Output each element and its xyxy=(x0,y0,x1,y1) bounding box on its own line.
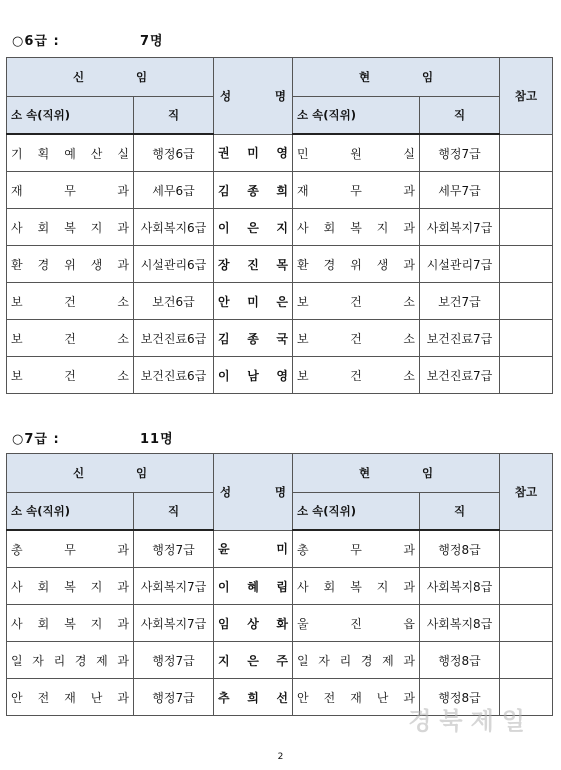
new-dept-cell-text: 안 전 재 난 과 xyxy=(11,690,129,705)
new-dept-cell xyxy=(7,246,134,283)
current-dept-cell xyxy=(293,357,420,394)
header-new-post-label: 신 임 xyxy=(72,70,148,84)
header-name xyxy=(214,454,293,531)
watermark-logo: 경북제일 xyxy=(408,707,533,735)
current-dept-cell xyxy=(293,283,420,320)
note-cell xyxy=(500,320,553,357)
table-row xyxy=(7,134,553,172)
note-cell xyxy=(500,246,553,283)
current-dept-cell-text: 재 무 과 xyxy=(297,183,415,198)
note-cell xyxy=(500,209,553,246)
new-rank-cell: 사회복지7급 xyxy=(134,568,214,605)
new-dept-cell xyxy=(7,568,134,605)
table-row xyxy=(7,246,553,283)
note-cell xyxy=(500,357,553,394)
name-cell xyxy=(214,357,293,394)
note-cell xyxy=(500,568,553,605)
current-rank-cell: 행정8급 xyxy=(420,679,500,716)
name-cell-text: 추 희 선 xyxy=(218,690,288,705)
new-dept-cell xyxy=(7,679,134,716)
section-count: 11명 xyxy=(140,432,174,447)
current-dept-cell-text: 일 자 리 경 제 과 xyxy=(297,653,415,668)
header-current-post xyxy=(293,58,500,97)
header-note: 참고 xyxy=(500,58,553,135)
name-cell xyxy=(214,320,293,357)
name-cell-text: 윤 미 xyxy=(218,542,288,557)
header-new-post xyxy=(7,454,214,493)
name-cell-text: 이 남 영 xyxy=(218,368,288,383)
new-rank-cell: 사회복지6급 xyxy=(134,209,214,246)
current-dept-cell xyxy=(293,605,420,642)
new-dept-cell-text: 보 건 소 xyxy=(11,331,129,346)
new-rank-cell: 시설관리6급 xyxy=(134,246,214,283)
table-row xyxy=(7,568,553,605)
name-cell xyxy=(214,605,293,642)
new-dept-cell xyxy=(7,357,134,394)
new-rank-cell: 행정6급 xyxy=(134,134,214,172)
name-cell xyxy=(214,679,293,716)
header-current-post-label: 현 임 xyxy=(358,466,434,480)
new-dept-cell xyxy=(7,320,134,357)
name-cell-text: 안 미 은 xyxy=(218,294,288,309)
table-row xyxy=(7,172,553,209)
header-current-post xyxy=(293,454,500,493)
section-title-grade7 xyxy=(12,428,174,447)
header-new-dept: 소 속(직위) xyxy=(7,493,134,531)
note-cell xyxy=(500,134,553,172)
new-rank-cell: 사회복지7급 xyxy=(134,605,214,642)
header-note: 참고 xyxy=(500,454,553,531)
table-row xyxy=(7,605,553,642)
new-dept-cell-text: 보 건 소 xyxy=(11,368,129,383)
section-title-text: ○6급 : xyxy=(12,34,60,49)
new-dept-cell-text: 사 회 복 지 과 xyxy=(11,579,129,594)
new-dept-cell xyxy=(7,605,134,642)
header-name xyxy=(214,58,293,135)
header-current-post-label: 현 임 xyxy=(358,70,434,84)
current-dept-cell xyxy=(293,209,420,246)
new-rank-cell: 행정7급 xyxy=(134,530,214,568)
new-dept-cell-text: 환 경 위 생 과 xyxy=(11,257,129,272)
current-dept-cell xyxy=(293,246,420,283)
current-dept-cell xyxy=(293,134,420,172)
current-dept-cell xyxy=(293,679,420,716)
new-dept-cell xyxy=(7,642,134,679)
roster-table-grade7 xyxy=(6,453,553,716)
current-dept-cell-text: 안 전 재 난 과 xyxy=(297,690,415,705)
new-dept-cell xyxy=(7,530,134,568)
new-dept-cell-text: 총 무 과 xyxy=(11,542,129,557)
new-dept-cell-text: 사 회 복 지 과 xyxy=(11,616,129,631)
current-rank-cell: 사회복지8급 xyxy=(420,568,500,605)
name-cell xyxy=(214,283,293,320)
name-cell xyxy=(214,209,293,246)
name-cell-text: 권 미 영 xyxy=(218,146,288,161)
note-cell xyxy=(500,172,553,209)
name-cell xyxy=(214,246,293,283)
table-row xyxy=(7,530,553,568)
new-dept-cell xyxy=(7,172,134,209)
name-cell xyxy=(214,530,293,568)
current-rank-cell: 사회복지7급 xyxy=(420,209,500,246)
header-current-dept: 소 속(직위) xyxy=(293,493,420,531)
new-rank-cell: 보건진료6급 xyxy=(134,357,214,394)
new-dept-cell xyxy=(7,209,134,246)
header-new-dept: 소 속(직위) xyxy=(7,97,134,135)
new-dept-cell-text: 기 획 예 산 실 xyxy=(11,146,129,161)
new-dept-cell-text: 일 자 리 경 제 과 xyxy=(11,653,129,668)
new-rank-cell: 행정7급 xyxy=(134,642,214,679)
new-dept-cell-text: 보 건 소 xyxy=(11,294,129,309)
name-cell xyxy=(214,134,293,172)
roster-table-grade6 xyxy=(6,57,553,394)
header-name-label: 성 명 xyxy=(220,484,286,499)
current-dept-cell-text: 사 회 복 지 과 xyxy=(297,579,415,594)
current-dept-cell-text: 보 건 소 xyxy=(297,294,415,309)
new-dept-cell xyxy=(7,283,134,320)
current-rank-cell: 보건7급 xyxy=(420,283,500,320)
header-new-rank: 직 xyxy=(134,493,214,531)
current-rank-cell: 시설관리7급 xyxy=(420,246,500,283)
current-rank-cell: 사회복지8급 xyxy=(420,605,500,642)
name-cell-text: 임 상 화 xyxy=(218,616,288,631)
name-cell xyxy=(214,172,293,209)
new-dept-cell xyxy=(7,134,134,172)
current-dept-cell xyxy=(293,172,420,209)
current-rank-cell: 세무7급 xyxy=(420,172,500,209)
note-cell xyxy=(500,530,553,568)
new-rank-cell: 보건진료6급 xyxy=(134,320,214,357)
new-dept-cell-text: 사 회 복 지 과 xyxy=(11,220,129,235)
header-current-rank: 직 xyxy=(420,97,500,135)
current-rank-cell: 행정8급 xyxy=(420,530,500,568)
header-current-dept: 소 속(직위) xyxy=(293,97,420,135)
header-name-label: 성 명 xyxy=(220,88,286,103)
current-dept-cell-text: 울 진 읍 xyxy=(297,616,415,631)
note-cell xyxy=(500,642,553,679)
name-cell-text: 김 종 국 xyxy=(218,331,288,346)
name-cell xyxy=(214,642,293,679)
name-cell-text: 김 종 희 xyxy=(218,183,288,198)
current-dept-cell-text: 민 원 실 xyxy=(297,146,415,161)
name-cell-text: 장 진 목 xyxy=(218,257,288,272)
page-number: 2 xyxy=(277,752,284,762)
header-new-rank: 직 xyxy=(134,97,214,135)
table-row xyxy=(7,357,553,394)
current-rank-cell: 행정7급 xyxy=(420,134,500,172)
table-row xyxy=(7,283,553,320)
section-title-text: ○7급 : xyxy=(12,432,60,447)
current-dept-cell xyxy=(293,568,420,605)
table-row xyxy=(7,642,553,679)
name-cell xyxy=(214,568,293,605)
current-dept-cell-text: 환 경 위 생 과 xyxy=(297,257,415,272)
current-rank-cell: 행정8급 xyxy=(420,642,500,679)
name-cell-text: 이 은 지 xyxy=(218,220,288,235)
current-dept-cell-text: 보 건 소 xyxy=(297,331,415,346)
current-dept-cell-text: 사 회 복 지 과 xyxy=(297,220,415,235)
current-rank-cell: 보건진료7급 xyxy=(420,357,500,394)
current-dept-cell-text: 보 건 소 xyxy=(297,368,415,383)
section-title-grade6 xyxy=(12,30,164,49)
header-new-post xyxy=(7,58,214,97)
table-row xyxy=(7,320,553,357)
current-dept-cell-text: 총 무 과 xyxy=(297,542,415,557)
current-rank-cell: 보건진료7급 xyxy=(420,320,500,357)
current-dept-cell xyxy=(293,320,420,357)
current-dept-cell xyxy=(293,642,420,679)
note-cell xyxy=(500,605,553,642)
name-cell-text: 지 은 주 xyxy=(218,653,288,668)
new-rank-cell: 행정7급 xyxy=(134,679,214,716)
new-rank-cell: 세무6급 xyxy=(134,172,214,209)
header-new-post-label: 신 임 xyxy=(72,466,148,480)
new-rank-cell: 보건6급 xyxy=(134,283,214,320)
new-dept-cell-text: 재 무 과 xyxy=(11,183,129,198)
header-current-rank: 직 xyxy=(420,493,500,531)
table-row xyxy=(7,209,553,246)
section-count: 7명 xyxy=(140,34,164,49)
note-cell xyxy=(500,283,553,320)
name-cell-text: 이 혜 림 xyxy=(218,579,288,594)
current-dept-cell xyxy=(293,530,420,568)
